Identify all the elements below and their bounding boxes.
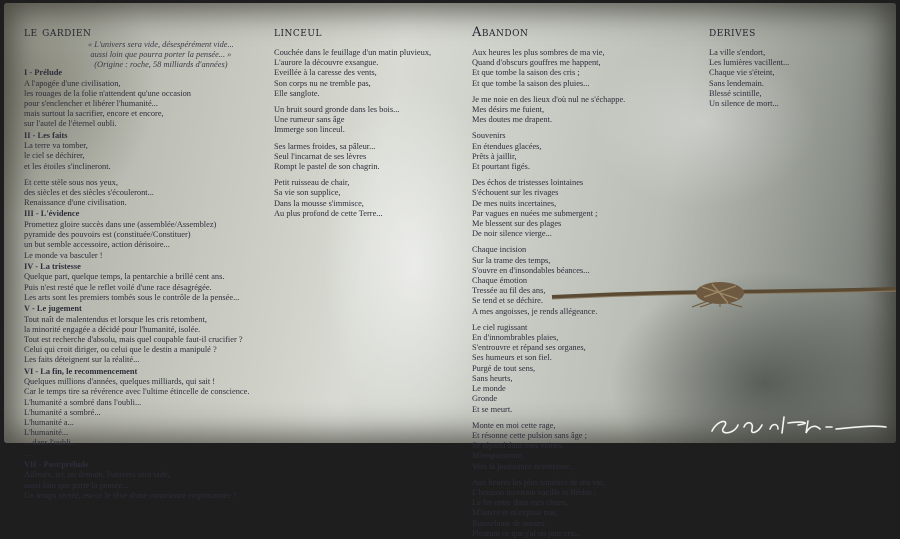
poem-line: Quelque part, quelque temps, la pentarchie a brillé cent ans. xyxy=(24,272,225,282)
column-linceul xyxy=(274,25,431,219)
poem-line: De noir silence vierge... xyxy=(472,229,552,239)
poem-line: Rompt le pastel de son chagrin. xyxy=(274,162,380,172)
poem-line: Ses larmes froides, sa pâleur... xyxy=(274,141,376,151)
poem-line: Les arts sont les premiers tombés sous le contrôle de la pensée... xyxy=(24,292,240,302)
poem-line: Couchée dans le feuillage d'un matin pluvieux, xyxy=(274,48,432,57)
poem-line: ... dans l'oubli... xyxy=(24,438,78,448)
poem-line: Les faits déteignent sur la réalité... xyxy=(24,355,140,365)
poem-line: M'empoisonne, xyxy=(472,451,524,461)
poem-line: Ailleurs, ici, ou demain, l'univers sera vide, xyxy=(24,470,170,480)
poem-line: Aux heures les plus sombres de ma vie, xyxy=(472,48,605,57)
poem-line: Elle sanglote. xyxy=(274,88,320,98)
poem-line: Vers la jouissance m'entraîne... xyxy=(472,461,576,471)
poem-line: Des échos de tristesses lointaines xyxy=(472,178,584,188)
poem-line: Souvenirs xyxy=(472,131,506,141)
poem-line: Un silence de mort... xyxy=(709,99,779,109)
poem-line: Pleurant ce que j'ai un jour cru... xyxy=(472,528,581,538)
poem-line: Celui qui croit diriger, ou celui que le destin a manipulé ? xyxy=(24,345,217,355)
poem-line: Car le temps tire sa révérence avec l'ultime étincelle de conscience. xyxy=(24,387,250,397)
epigraph-line: aussi loin que pourra porter la pensée... » xyxy=(90,49,232,59)
poem-body xyxy=(24,68,249,501)
poem-line: Dans la mousse s'immisce, xyxy=(274,198,364,208)
poem-line: Se répand dans mes veines, xyxy=(472,441,564,451)
poem-line: Son corps nu ne tremble pas, xyxy=(274,78,371,88)
poem-line: Le monde va basculer ! xyxy=(24,250,103,260)
poem-line: Puis n'est resté que le reflet voilé d'une race désagrégée. xyxy=(24,282,212,292)
poem-line: L'humanité... xyxy=(24,428,69,438)
poem-line: Et se meurt. xyxy=(472,404,513,414)
poem-line: Sans lendemain. xyxy=(709,78,764,88)
column-le-gardien xyxy=(24,25,249,501)
section-heading: III - L'évidence xyxy=(24,209,80,219)
handwritten-signature-icon xyxy=(708,413,888,439)
poem-line: Au plus profond de cette Terre... xyxy=(274,208,383,218)
poem-line: L'humanité a sombré... xyxy=(24,407,101,417)
poem-line: A mes angoisses, je rends allégeance. xyxy=(472,306,598,316)
poem-line: Purgé de tout sens, xyxy=(472,363,536,373)
poem-title: Abandon xyxy=(472,25,529,40)
album-booklet-page xyxy=(4,3,896,538)
poem-line: De mes nuits incertaines, xyxy=(472,198,557,208)
poem-line: Promettez gloire succès dans une (assemblée/Assemblez) xyxy=(24,220,217,230)
poem-line: Et que tombe la saison des pluies... xyxy=(472,78,590,88)
section-heading: VII - Post/prélude xyxy=(24,459,89,469)
section-heading: II - Les faits xyxy=(24,130,68,140)
poem-line: L'humanité a... xyxy=(24,418,74,428)
poem-line: Petit ruisseau de chair, xyxy=(274,178,350,188)
poem-line: Sa vie son supplice, xyxy=(274,188,341,198)
poem-title: linceul xyxy=(274,25,322,40)
poem-line: Et résonne cette pulsion sans âge ; xyxy=(472,430,587,440)
section-heading: VI - La fin, le recommencement xyxy=(24,366,138,376)
poem-line: et les étoiles s'inclineront. xyxy=(24,161,111,171)
poem-line: Mes doutes me drapent. xyxy=(472,115,553,125)
section-heading: I - Prélude xyxy=(24,68,63,77)
poem-line: L'aurore la découvre exsangue. xyxy=(274,58,379,68)
poem-line: Le ciel rugissant xyxy=(472,322,528,332)
poem-line: S'échouent sur les rivages xyxy=(472,188,559,198)
poem-title: le gardien xyxy=(24,25,92,40)
poem-line: Seul l'incarnat de ses lèvres xyxy=(274,151,367,161)
poem-line: des siècles et des siècles s'écouleront... xyxy=(24,188,154,198)
poem-line: En étendues glacées, xyxy=(472,141,542,151)
poem-line: Quelques millions d'années, quelques milliards, qui sait ! xyxy=(24,377,216,387)
poem-line: Le monde xyxy=(472,384,506,394)
poem-line: Ses humeurs et son fiel. xyxy=(472,353,552,363)
poem-line: La ville s'endort, xyxy=(709,48,766,57)
poem-title: derives xyxy=(709,25,756,40)
poem-line: Par vagues en nuées me submergent ; xyxy=(472,208,598,218)
section-heading: V - Le jugement xyxy=(24,304,82,314)
poem-body xyxy=(709,48,789,109)
poem-line: les rouages de la folie n'attendent qu'une occasion xyxy=(24,88,191,98)
poem-line: Chaque incision xyxy=(472,245,527,255)
poem-line: Le fer entre dans mes chairs, xyxy=(472,498,569,508)
poem-line: Et pourtant figés. xyxy=(472,162,530,172)
poem-line: Chaque vie s'éteint, xyxy=(709,68,775,78)
knotted-rope-icon xyxy=(552,281,896,307)
poem-line: pyramide des pouvoirs est (constituée/Constituer) xyxy=(24,230,191,240)
poem-line: Tout est recherche d'absolu, mais quel coupable faut-il crucifier ? xyxy=(24,335,243,345)
poem-line: La terre va tomber, xyxy=(24,141,88,151)
poem-line: M'ouvre et m'expose nue, xyxy=(472,508,558,518)
poem-line: Tout naît de malentendus et lorsque les cris retombent, xyxy=(24,314,207,324)
poem-line: Mes désirs me fuient, xyxy=(472,105,545,115)
poem-line: Quand d'obscurs gouffres me happent, xyxy=(472,58,601,68)
poem-line: En d'innombrables plaies, xyxy=(472,333,559,343)
section-heading: IV - La tristesse xyxy=(24,261,81,271)
poem-line: Tressée au fil des ans, xyxy=(472,286,546,296)
poem-line: Un bruit sourd gronde dans les bois... xyxy=(274,105,400,115)
poem-line: S'entrouvre et répand ses organes, xyxy=(472,343,586,353)
poem-line: sur l'autel de l'éternel oubli. xyxy=(24,119,117,129)
poem-line: A l'apogée d'une civilisation, xyxy=(24,78,121,88)
poem-line: Immerge son linceul. xyxy=(274,125,345,135)
poem-line: le ciel se déchirer, xyxy=(24,151,85,161)
poem-line: Aux heures les plus sombres de ma vie, xyxy=(472,477,605,487)
poem-line: mais surtout la sacrifier, encore et encore, xyxy=(24,109,164,119)
poem-line: Monte en moi cette rage, xyxy=(472,420,556,430)
poem-line: Se tend et se déchire. xyxy=(472,296,543,306)
poem-line: Les lumières vacillent... xyxy=(709,58,790,68)
poem-line: Me blessent sur des plages xyxy=(472,219,562,229)
poem-line: Prêts à jaillir, xyxy=(472,151,517,161)
poem-line: Chaque émotion xyxy=(472,276,528,286)
poem-line: L'horizon incertain vacille et fléchit ; xyxy=(472,487,597,497)
poem-line: Ruisselante de sueurs. xyxy=(472,518,547,528)
poem-line: Sans heurts, xyxy=(472,373,513,383)
poem-line: Sur la trame des temps, xyxy=(472,255,551,265)
poem-line: S'ouvre en d'insondables béances... xyxy=(472,265,590,275)
poem-line: un but semble accessoire, action dérisoire... xyxy=(24,240,170,250)
poem-line: Un temps recréé, est-ce le rêve d'une conscience emprisonnée ? xyxy=(24,490,237,500)
poem-body xyxy=(274,48,431,219)
epigraph-line: « L'univers sera vide, désespérément vide... xyxy=(88,40,234,49)
poem-line: Et que tombe la saison des cris ; xyxy=(472,68,580,78)
poem-line: Eveillée à la caresse des vents, xyxy=(274,68,377,78)
poem-line: Et cette stèle sous nos yeux, xyxy=(24,177,118,187)
poem-line: Une rumeur sans âge xyxy=(274,115,345,125)
poem-line: Blessé scintille, xyxy=(709,88,762,98)
column-derives xyxy=(709,25,789,109)
poem-line: Renaissance d'une civilisation. xyxy=(24,198,127,208)
poem-line: L'humanité a sombré dans l'oubli... xyxy=(24,397,142,407)
poem-line: Gronde xyxy=(472,394,498,404)
epigraph-line: (Origine : roche, 58 milliards d'années) xyxy=(94,59,228,69)
poem-line: aussi loin que porte la pensée... xyxy=(24,480,129,490)
epigraph xyxy=(88,40,234,69)
poem-line: ... xyxy=(24,448,31,458)
poem-line: pour s'enclencher et libérer l'humanité... xyxy=(24,99,158,108)
poem-line: la minorité engagée a décidé pour l'humanité, isolée. xyxy=(24,324,201,334)
poem-line: Je me noie en des lieux d'où nul ne s'échappe. xyxy=(472,94,626,104)
